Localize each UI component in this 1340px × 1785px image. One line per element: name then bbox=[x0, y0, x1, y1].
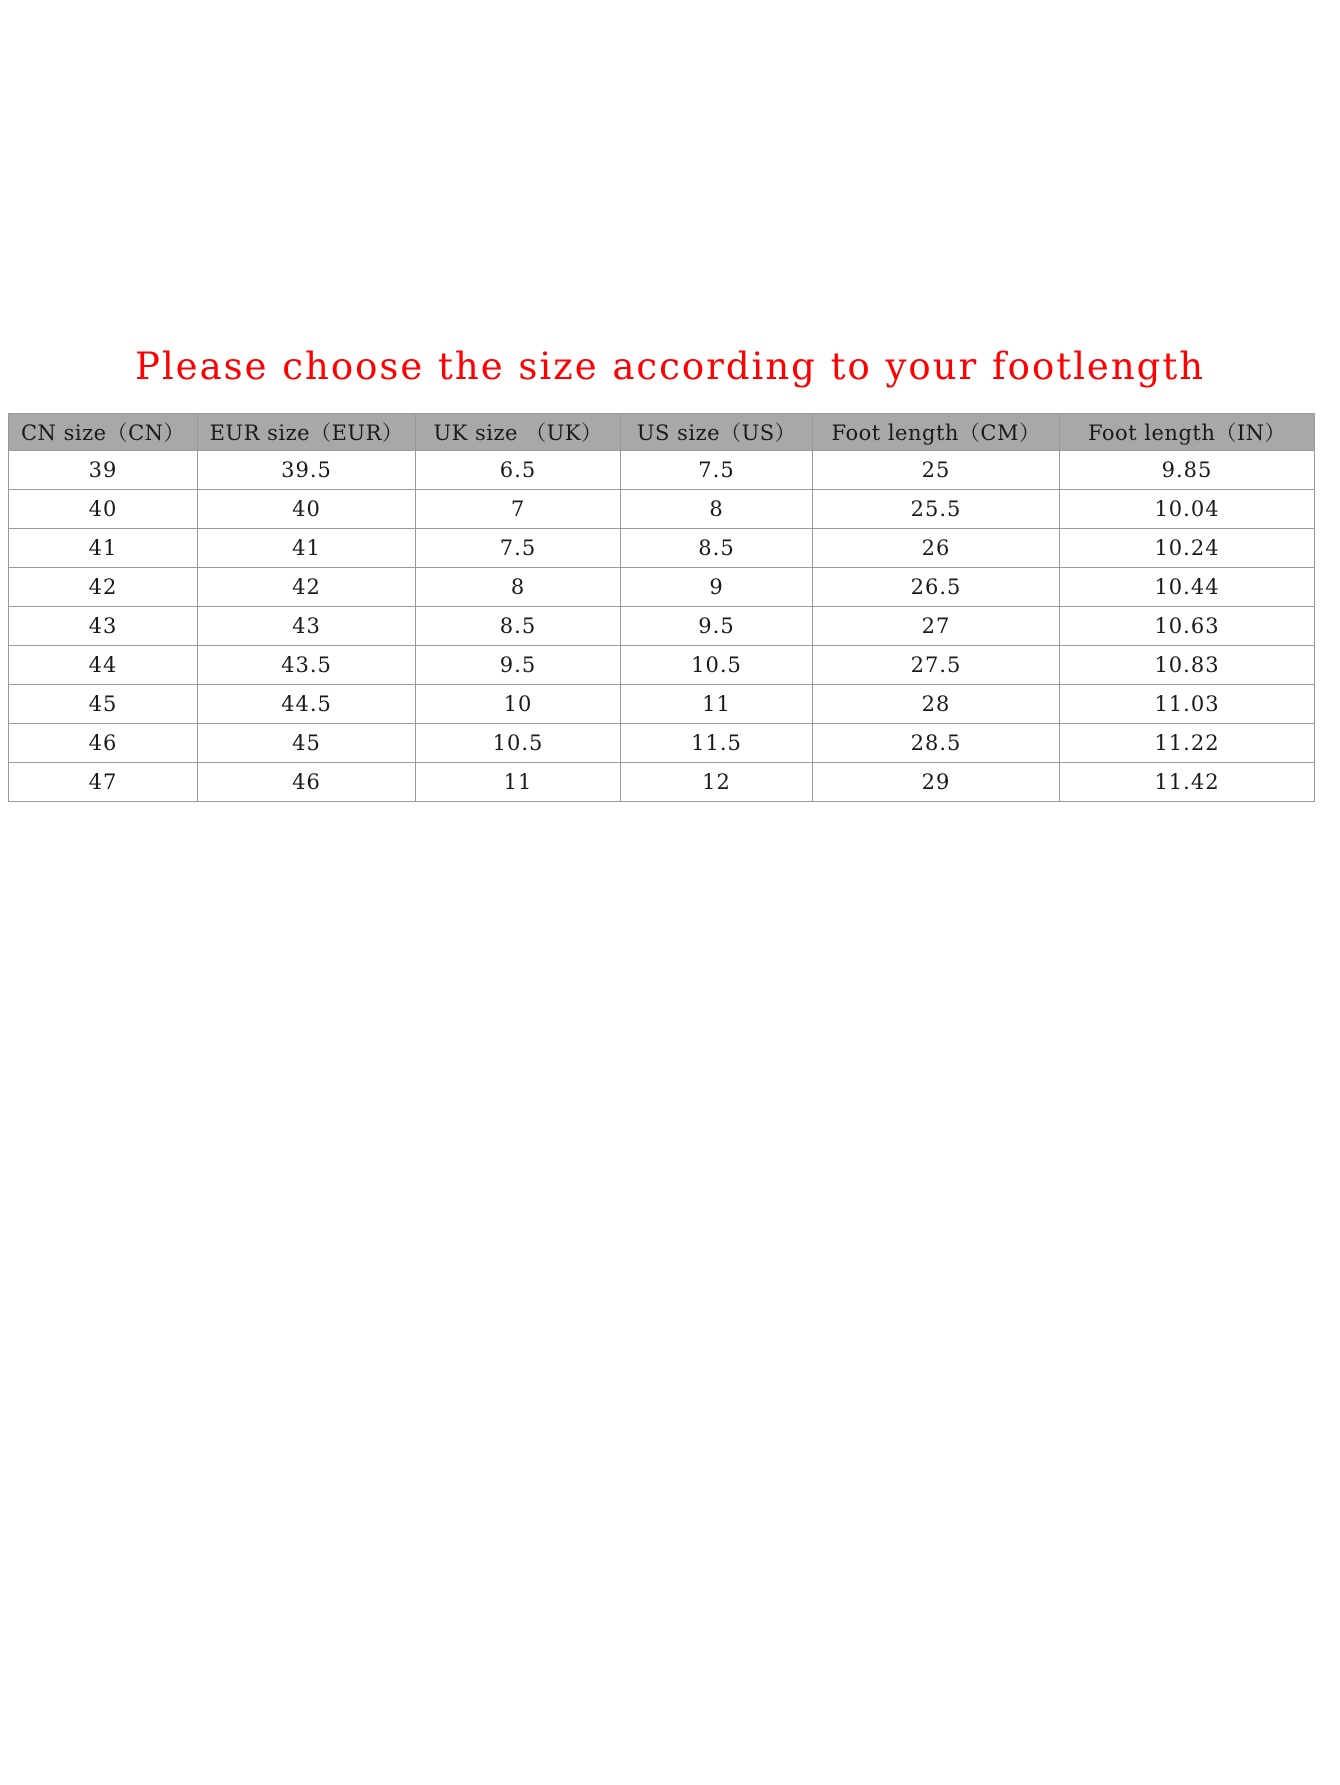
cell-cn-size: 39 bbox=[9, 451, 198, 490]
cell-us-size: 7.5 bbox=[621, 451, 813, 490]
cell-cn-size: 47 bbox=[9, 763, 198, 802]
cell-cn-size: 40 bbox=[9, 490, 198, 529]
column-header-cn-size: CN size（CN） bbox=[9, 414, 198, 451]
cell-eur-size: 43.5 bbox=[198, 646, 416, 685]
cell-foot-length-cm: 26 bbox=[813, 529, 1060, 568]
cell-cn-size: 44 bbox=[9, 646, 198, 685]
table-row bbox=[9, 724, 1315, 763]
cell-us-size: 10.5 bbox=[621, 646, 813, 685]
cell-us-size: 11.5 bbox=[621, 724, 813, 763]
size-chart-table bbox=[8, 413, 1315, 802]
cell-cn-size: 41 bbox=[9, 529, 198, 568]
table-row bbox=[9, 685, 1315, 724]
cell-us-size: 8.5 bbox=[621, 529, 813, 568]
cell-foot-length-in: 10.83 bbox=[1060, 646, 1315, 685]
cell-foot-length-in: 10.04 bbox=[1060, 490, 1315, 529]
cell-us-size: 11 bbox=[621, 685, 813, 724]
table-row bbox=[9, 451, 1315, 490]
cell-eur-size: 45 bbox=[198, 724, 416, 763]
cell-foot-length-in: 11.03 bbox=[1060, 685, 1315, 724]
cell-uk-size: 6.5 bbox=[416, 451, 621, 490]
column-header-foot-length-in: Foot length（IN） bbox=[1060, 414, 1315, 451]
column-header-uk-size: UK size （UK） bbox=[416, 414, 621, 451]
cell-eur-size: 41 bbox=[198, 529, 416, 568]
cell-cn-size: 42 bbox=[9, 568, 198, 607]
cell-foot-length-in: 10.24 bbox=[1060, 529, 1315, 568]
cell-foot-length-cm: 29 bbox=[813, 763, 1060, 802]
cell-us-size: 9 bbox=[621, 568, 813, 607]
cell-us-size: 8 bbox=[621, 490, 813, 529]
cell-uk-size: 7 bbox=[416, 490, 621, 529]
cell-eur-size: 42 bbox=[198, 568, 416, 607]
cell-foot-length-cm: 25 bbox=[813, 451, 1060, 490]
cell-uk-size: 8.5 bbox=[416, 607, 621, 646]
cell-us-size: 9.5 bbox=[621, 607, 813, 646]
table-row bbox=[9, 646, 1315, 685]
column-header-us-size: US size（US） bbox=[621, 414, 813, 451]
cell-us-size: 12 bbox=[621, 763, 813, 802]
cell-uk-size: 10 bbox=[416, 685, 621, 724]
cell-uk-size: 8 bbox=[416, 568, 621, 607]
size-chart-container bbox=[8, 413, 1314, 802]
page-title: Please choose the size according to your footlength bbox=[134, 345, 1206, 388]
table-row bbox=[9, 568, 1315, 607]
cell-cn-size: 45 bbox=[9, 685, 198, 724]
cell-uk-size: 11 bbox=[416, 763, 621, 802]
table-row bbox=[9, 529, 1315, 568]
cell-eur-size: 39.5 bbox=[198, 451, 416, 490]
cell-uk-size: 10.5 bbox=[416, 724, 621, 763]
cell-uk-size: 9.5 bbox=[416, 646, 621, 685]
column-header-eur-size: EUR size（EUR） bbox=[198, 414, 416, 451]
table-header-row bbox=[9, 414, 1315, 451]
cell-eur-size: 44.5 bbox=[198, 685, 416, 724]
table-row bbox=[9, 607, 1315, 646]
cell-foot-length-cm: 28 bbox=[813, 685, 1060, 724]
cell-foot-length-cm: 25.5 bbox=[813, 490, 1060, 529]
cell-foot-length-cm: 28.5 bbox=[813, 724, 1060, 763]
cell-foot-length-cm: 27 bbox=[813, 607, 1060, 646]
cell-foot-length-in: 10.44 bbox=[1060, 568, 1315, 607]
cell-eur-size: 40 bbox=[198, 490, 416, 529]
cell-eur-size: 43 bbox=[198, 607, 416, 646]
cell-foot-length-cm: 27.5 bbox=[813, 646, 1060, 685]
cell-foot-length-in: 11.22 bbox=[1060, 724, 1315, 763]
column-header-foot-length-cm: Foot length（CM） bbox=[813, 414, 1060, 451]
table-row bbox=[9, 763, 1315, 802]
cell-cn-size: 43 bbox=[9, 607, 198, 646]
cell-foot-length-in: 10.63 bbox=[1060, 607, 1315, 646]
cell-eur-size: 46 bbox=[198, 763, 416, 802]
cell-foot-length-in: 9.85 bbox=[1060, 451, 1315, 490]
cell-cn-size: 46 bbox=[9, 724, 198, 763]
cell-foot-length-cm: 26.5 bbox=[813, 568, 1060, 607]
cell-uk-size: 7.5 bbox=[416, 529, 621, 568]
table-row bbox=[9, 490, 1315, 529]
cell-foot-length-in: 11.42 bbox=[1060, 763, 1315, 802]
